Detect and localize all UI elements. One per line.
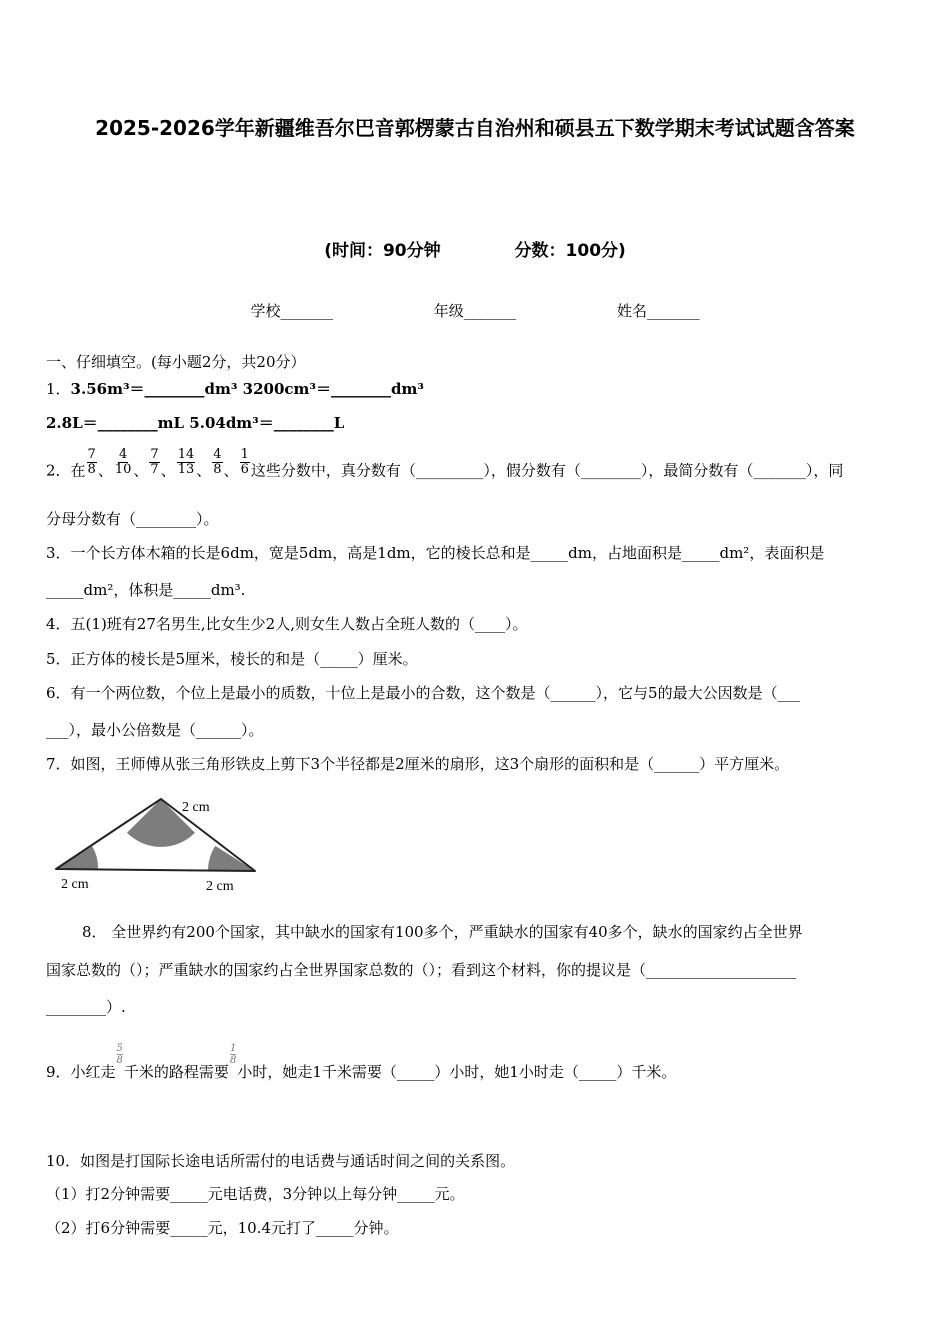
question-10-sub-1: （1）打2分钟需要_____元电话费，3分钟以上每分钟_____元。 [46, 1185, 465, 1203]
question-6-line-1: 6．有一个两位数，个位上是最小的质数，十位上是最小的合数，这个数是（______），它与5的最大公因数是（___ [46, 684, 801, 702]
separator: 、 [133, 461, 149, 480]
separator: 、 [160, 461, 176, 480]
triangle-diagram [50, 792, 265, 896]
numerator: 1 [229, 1043, 237, 1054]
numerator: 4 [213, 447, 222, 462]
denominator: 8 [213, 462, 222, 477]
question-2-prefix: 2．在 [46, 461, 86, 480]
sector-right [208, 846, 255, 871]
denominator: 8 [116, 1055, 123, 1066]
exam-meta [0, 236, 950, 261]
numerator: 1 [240, 447, 249, 462]
question-2-text: 这些分数中，真分数有（_________），假分数有（________），最简分数有（_______），同 [250, 461, 844, 480]
question-8-line-1: 8． 全世界约有200个国家，其中缺水的国家有100多个，严重缺水的国家有40多个，缺水的国家约占全世界 [82, 923, 803, 941]
fraction-small [117, 1043, 123, 1066]
fraction [114, 448, 133, 477]
separator: 、 [97, 461, 113, 480]
denominator: 10 [114, 462, 132, 477]
denominator: 8 [87, 462, 96, 477]
question-9-part-2: 千米的路程需要 [123, 1063, 229, 1081]
question-4: 4．五(1)班有27名男生,比女生少2人,则女生人数占全班人数的（____）。 [46, 615, 528, 633]
question-10-sub-2: （2）打6分钟需要_____元，10.4元打了_____分钟。 [46, 1219, 399, 1237]
question-1-line-1 [46, 378, 424, 399]
question-text: 3.56m³＝________dm³ 3200cm³＝________dm³ [70, 380, 424, 398]
question-3-line-2: _____dm²，体积是_____dm³. [46, 581, 246, 599]
score-label: 分数：100分) [514, 241, 626, 261]
label-left: 2 cm [61, 877, 89, 892]
question-5: 5．正方体的棱长是5厘米，棱长的和是（_____）厘米。 [46, 650, 418, 668]
denominator: 6 [240, 462, 249, 477]
numerator: 7 [87, 447, 96, 462]
question-9-part-3: 小时，她走1千米需要（_____）小时，她1小时走（_____）千米。 [237, 1063, 677, 1081]
section-heading: 一、仔细填空。(每小题2分，共20分） [46, 353, 306, 371]
question-2-line-1 [46, 447, 844, 486]
fraction-small [230, 1043, 236, 1066]
question-3-line-1: 3．一个长方体木箱的长是6dm，宽是5dm，高是1dm，它的棱长总和是_____dm，占地面积是_____dm²，表面积是 [46, 544, 825, 562]
time-label: (时间：90分钟 [324, 241, 441, 261]
question-7: 7．如图，王师傅从张三角形铁皮上剪下3个半径都是2厘米的扇形，这3个扇形的面积和是（______）平方厘米。 [46, 755, 790, 773]
fraction [177, 448, 196, 477]
fraction [149, 448, 159, 477]
question-10: 10．如图是打国际长途电话所需付的电话费与通话时间之间的关系图。 [46, 1152, 516, 1170]
fraction [240, 448, 250, 477]
label-right: 2 cm [206, 879, 234, 894]
grade-field: 年级_______ [433, 302, 517, 320]
student-info [0, 300, 950, 321]
question-8-line-3: ________）. [46, 998, 126, 1016]
denominator: 7 [150, 462, 159, 477]
question-9-part-1: 9．小红走 [46, 1063, 116, 1081]
denominator: 8 [229, 1055, 237, 1066]
numerator: 5 [116, 1043, 123, 1054]
question-9 [46, 1043, 677, 1092]
question-2-line-2: 分母分数有（________）。 [46, 510, 219, 528]
question-1-line-2: 2.8L＝________mL 5.04dm³＝________L [46, 414, 345, 432]
numerator: 7 [150, 447, 159, 462]
question-6-line-2: ___），最小公倍数是（______）。 [46, 721, 264, 739]
separator: 、 [223, 461, 239, 480]
numerator: 14 [177, 447, 195, 462]
numerator: 4 [118, 447, 128, 462]
school-field: 学校_______ [250, 302, 333, 320]
separator: 、 [196, 461, 212, 480]
label-top: 2 cm [182, 800, 210, 815]
name-field: 姓名_______ [617, 302, 700, 320]
fraction [87, 448, 97, 477]
page-title: 2025-2026学年新疆维吾尔巴音郭楞蒙古自治州和硕县五下数学期末考试试题含答案 [95, 116, 855, 140]
fraction [212, 448, 222, 477]
question-number: 1． [46, 380, 71, 398]
question-8-line-2: 国家总数的（）；严重缺水的国家约占全世界国家总数的（）；看到这个材料，你的提议是（____________________ [46, 961, 797, 979]
denominator: 13 [177, 462, 195, 477]
